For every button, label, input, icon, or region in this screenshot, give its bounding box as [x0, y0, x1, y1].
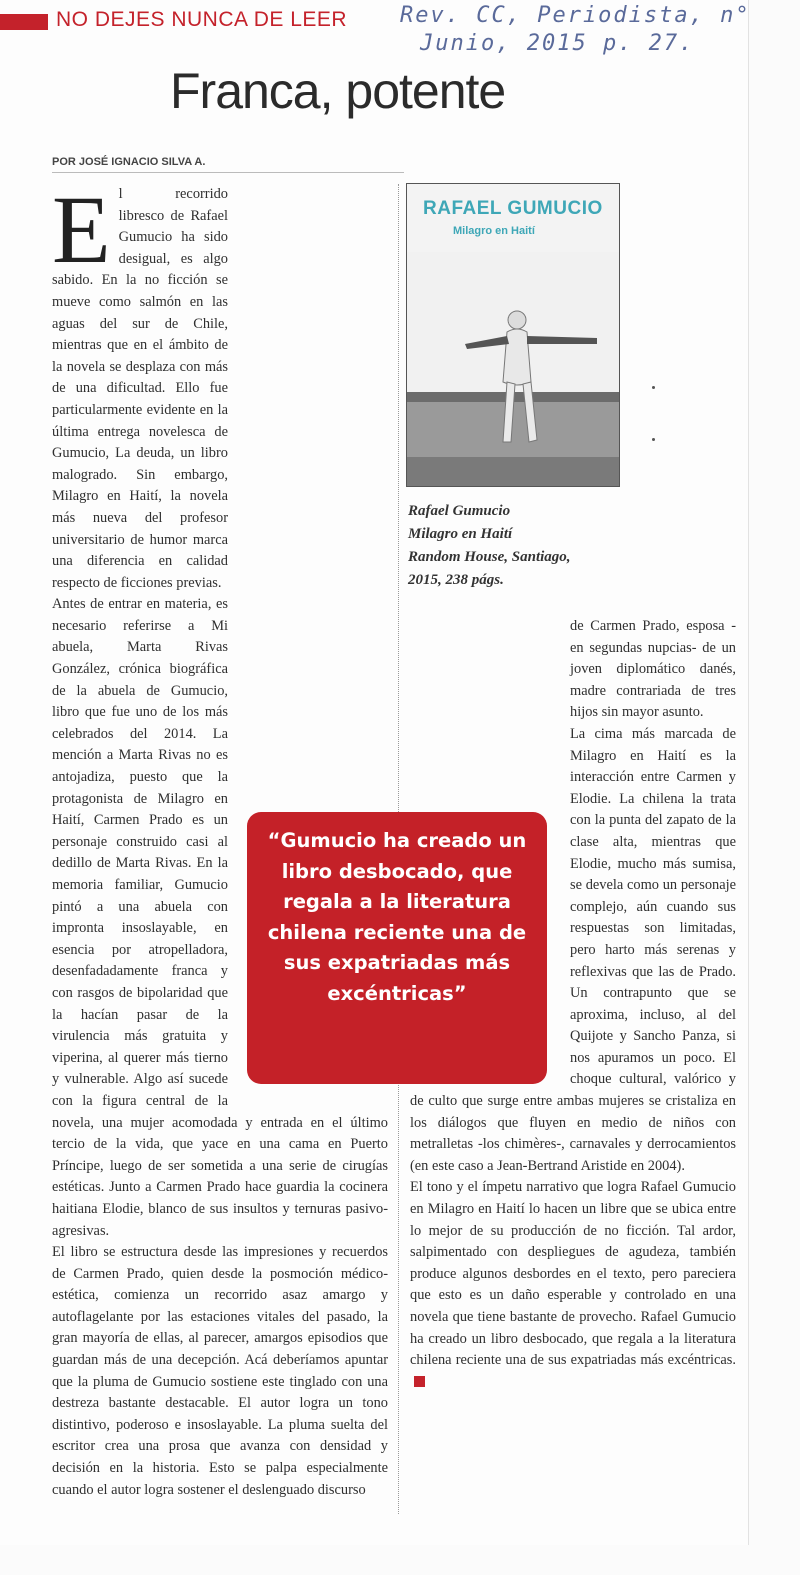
paragraph-1-text: l recorrido libresco de Rafael Gumucio ha sido desigual, es algo sabido. En la no ficción se mueve como salmón en las aguas del sur de Chile, mientras que en el ámbito de la novela se desplaza con más de una dificultad. Ello fue particularmente evidente en la última entrega novelesca de Gumucio, La deuda, un libro malogrado. Sin embargo, Milagro en Haití, la novela más nueva del profesor universitario de humor marca una diferencia en calidad respecto de ficciones previas. — [52, 186, 228, 591]
paragraph-4: de Carmen Prado, esposa -en segundas nupcias- de un joven diplomático danés, madre contrariada de tres hijos sin mayor asunto. — [570, 618, 736, 721]
handwritten-source-note — [400, 2, 800, 57]
cover-author: RAFAEL GUMUCIO — [423, 198, 603, 219]
book-caption — [408, 500, 628, 592]
article-title: Franca, potente — [170, 63, 506, 119]
byline: POR JOSÉ IGNACIO SILVA A. — [52, 156, 206, 168]
end-of-article-mark — [414, 1376, 425, 1387]
section-color-bar — [0, 14, 48, 30]
title-divider — [52, 172, 404, 173]
caption-year-pages: 2015, 238 págs. — [408, 572, 504, 588]
caption-publisher: Random House, Santiago, — [408, 549, 571, 565]
paragraph-3: El libro se estructura desde las impresiones y recuerdos de Carmen Prado, quien desde la posmoción médico-estética, comienza un recorrido asaz amargo y autoflagelante por las estaciones vitales del pasado, la gran mayoría de ellas, al parecer, amargos episodios que guardan más de una decepción. Acá deberíamos apuntar que la pluma de Gumucio sostiene este tinglado con una destreza bastante destacable. El autor logra un tono distintivo, poderoso e insoslayable. La pluma suelta del escritor crea una prosa que avanza con densidad y decisión en la historia. Esto se palpa especialmente cuando el autor logra sostener el deslenguado discurso — [52, 1244, 388, 1498]
caption-author: Rafael Gumucio — [408, 503, 511, 519]
cover-photo — [407, 252, 619, 486]
caption-title: Milagro en Haití — [408, 526, 513, 542]
paragraph-6-text: El tono y el ímpetu narrativo que logra Rafael Gumucio en Milagro en Haití lo hacen un libre que se ubica entre lo mejor de su producción de no ficción. Tal ardor, salpimentado con despliegues de agudeza, también produce algunos desbordes en el texto, pero pareciera que esto es un daño esperable y controlado en una novela que tiene bastante de provecho. Rafael Gumucio ha creado un libro desbocado, que regala a la literatura chilena reciente una de sus expatriadas más excéntricas. — [410, 1179, 736, 1369]
handwritten-line-1: Rev. CC, Periodista, n° — [400, 3, 751, 28]
decorative-dots-1 — [652, 386, 660, 394]
handwritten-line-2: Junio, 2015 p. 27. — [420, 30, 695, 56]
paragraph-6 — [410, 1177, 736, 1393]
book-cover-image — [406, 183, 620, 487]
paragraph-5: La cima más marcada de Milagro en Haití es la interacción entre Carmen y Elodie. La chilena la trata con la punta del zapato de la clase alta, mientras que Elodie, mucho más sumisa, se devela como un personaje complejo, aún cuando sus respuestas son limitadas, pero harto más serenas y reflexivas que las de Prado. Un contrapunto que se aproxima, incluso, al del Quijote y Sancho Panza, si nos apuramos un poco. El choque cultural, valórico y de culto que surge entre ambas mujeres se cristaliza en los diálogos que fluyen en medio de niños con metralletas -los chimères-, carnavales y derrocamientos (en este caso a Jean-Bertrand Aristide en 2004). — [410, 725, 736, 1174]
decorative-dots-2 — [652, 438, 660, 446]
pull-quote: “Gumucio ha creado un libro desbocado, que regala a la literatura chilena reciente una de sus expatriadas más excéntricas” — [247, 812, 547, 1084]
paragraph-2: Antes de entrar en materia, es necesario referirse a Mi abuela, Marta Rivas González, crónica biográfica de la abuela de Gumucio, libro que fue uno de los más celebrados del 2014. La mención a Marta Rivas no es antojadiza, puesto que la protagonista de Milagro en Haití, Carmen Prado es un personaje construido casi al dedillo de Marta Rivas. En la memoria familiar, Gumucio pintó a una abuela con impronta insoslayable, en esencia por atropelladora, desenfadadamente franca y con rasgos de bipolaridad que la hacían pasar de la virulencia más gratuita y viperina, al querer más tierno y vulnerable. Algo así sucede con la figura central de la novela, una mujer acomodada y entrada en el último tercio de la vida, que yace en una cama en Puerto Príncipe, luego de ser sometida a una serie de cirugías estéticas. Junto a Carmen Prado hace guardia la cocinera haitiana Elodie, blanco de sus insultos y ternuras pasivo-agresivas. — [52, 596, 388, 1239]
section-label: NO DEJES NUNCA DE LEER — [56, 8, 348, 31]
paragraph-1 — [52, 176, 388, 594]
drop-cap: E — [52, 176, 111, 283]
cover-title: Milagro en Haití — [453, 225, 535, 237]
